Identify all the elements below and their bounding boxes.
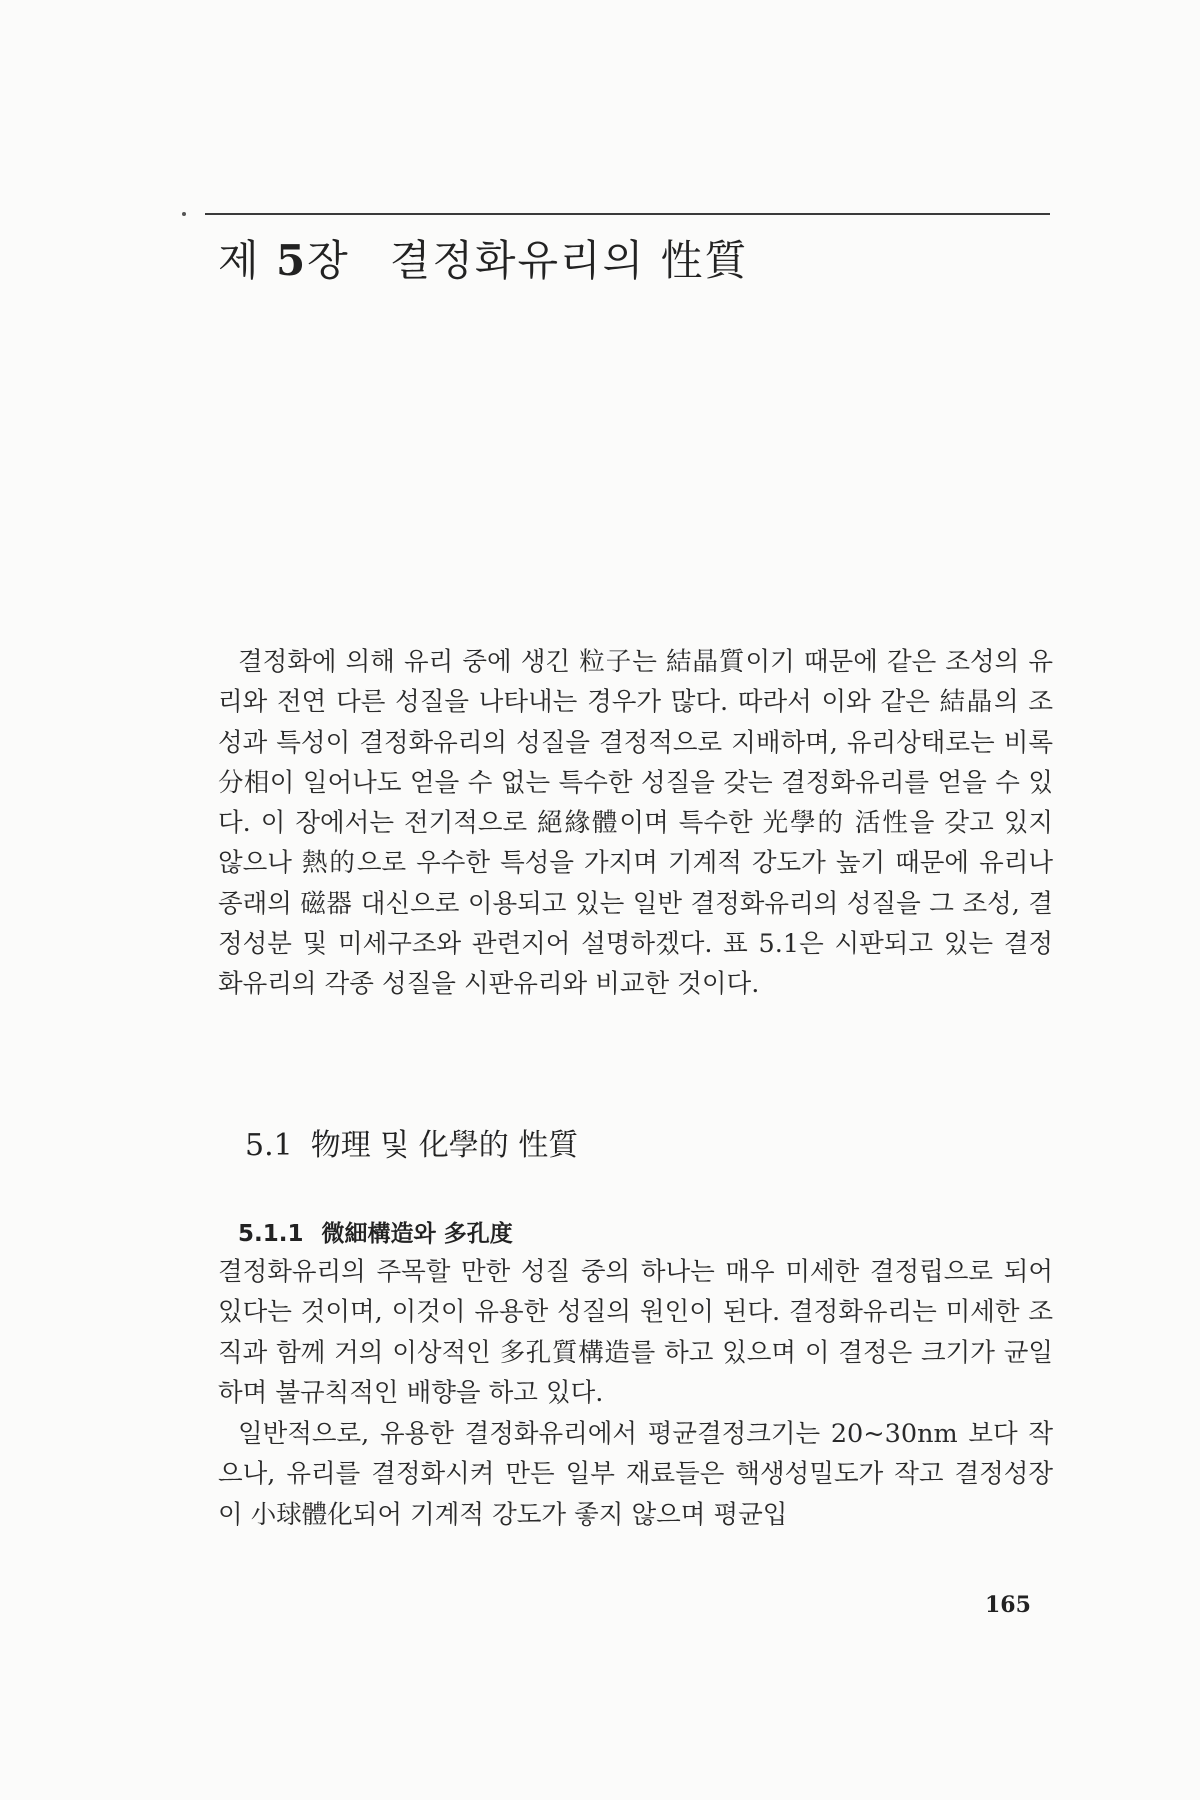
page-number: 165 bbox=[985, 1592, 1031, 1618]
subsection-heading bbox=[238, 1215, 513, 1248]
subsection-number: 5.1.1 bbox=[238, 1221, 304, 1247]
chapter-number: 5 bbox=[275, 236, 308, 285]
section-heading bbox=[245, 1120, 578, 1164]
chapter-header-rule bbox=[205, 213, 1050, 215]
header-rule-mark bbox=[182, 212, 186, 216]
subsection-title: 微細構造와 多孔度 bbox=[321, 1221, 513, 1247]
chapter-suffix: 장 bbox=[307, 236, 350, 285]
section-number: 5.1 bbox=[245, 1128, 293, 1163]
crystal-size-paragraph: 일반적으로, 유용한 결정화유리에서 평균결정크기는 20~30nm 보다 작으나, 유리를 결정화시켜 만든 일부 재료들은 핵생성밀도가 작고 결정성장이 小球體化되어 기계적 강도가 좋지 않으며 평균입 bbox=[218, 1419, 1053, 1530]
chapter-title-text: 결정화유리의 性質 bbox=[389, 236, 749, 285]
intro-paragraph: 결정화에 의해 유리 중에 생긴 粒子는 結晶質이기 때문에 같은 조성의 유리와 전연 다른 성질을 나타내는 경우가 많다. 따라서 이와 같은 結晶의 조성과 특성이 결정화유리의 성질을 결정적으로 지배하며, 유리상태로는 비록 分相이 일어나도 얻을 수 없는 특수한 성질을 갖는 결정화유리를 얻을 수 있다. 이 장에서는 전기적으로 絕緣體이며 특수한 光學的 活性을 갖고 있지 않으나 熱的으로 우수한 특성을 가지며 기계적 강도가 높기 때문에 유리나 종래의 磁器 대신으로 이용되고 있는 일반 결정화유리의 성질을 그 조성, 결정성분 및 미세구조와 관련지어 설명하겠다. 표 5.1은 시판되고 있는 결정화유리의 각종 성질을 시판유리와 비교한 것이다. bbox=[218, 647, 1053, 1000]
microstructure-paragraph: 결정화유리의 주목할 만한 성질 중의 하나는 매우 미세한 결정립으로 되어 있다는 것이며, 이것이 유용한 성질의 원인이 된다. 결정화유리는 미세한 조직과 함께 거의 이상적인 多孔質構造를 하고 있으며 이 결정은 크기가 균일하며 불규칙적인 배향을 하고 있다. bbox=[218, 1257, 1053, 1408]
section-title: 物理 및 化學的 性質 bbox=[310, 1128, 579, 1163]
chapter-title bbox=[218, 228, 749, 288]
chapter-prefix: 제 bbox=[218, 236, 261, 285]
